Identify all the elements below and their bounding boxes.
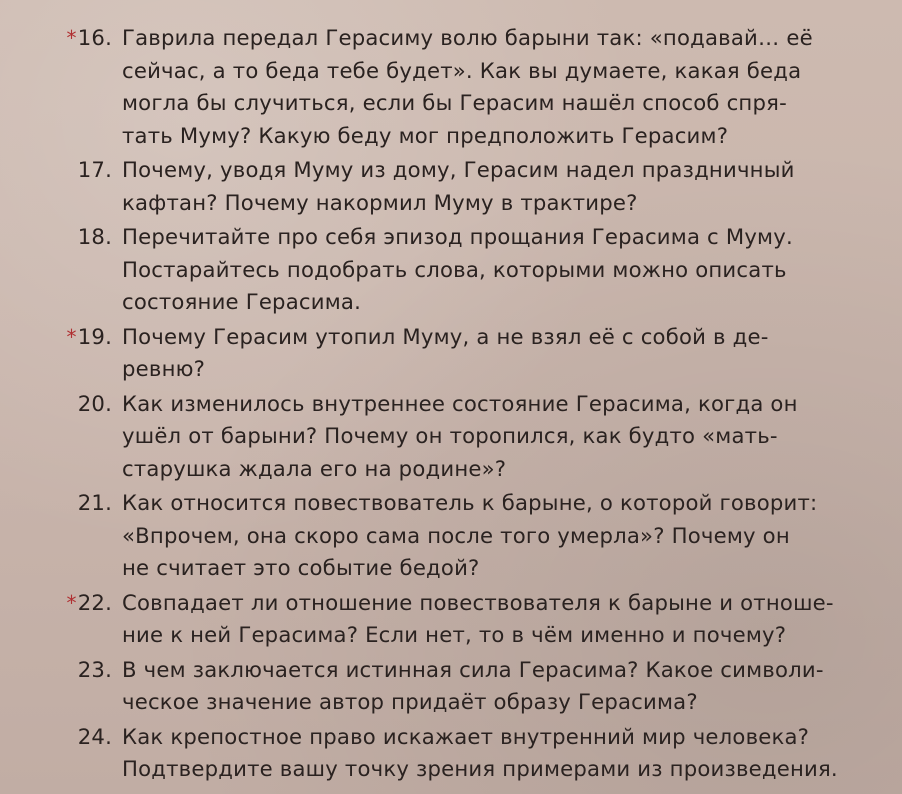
question-text-line: не считает это событие бедой? bbox=[122, 555, 480, 580]
question-number: 24. bbox=[77, 723, 112, 749]
question-text-line: В чем заключается истинная сила Герасима? Какое символи- bbox=[122, 656, 824, 682]
star-icon: * bbox=[66, 324, 77, 349]
star-icon: * bbox=[66, 590, 77, 615]
question-20 bbox=[0, 388, 902, 486]
question-list bbox=[0, 22, 902, 786]
question-number: 19. bbox=[77, 323, 112, 349]
question-number: 21. bbox=[77, 490, 112, 515]
question-marker bbox=[0, 587, 122, 620]
question-text-line: Как крепостное право искажает внутренний мир человека? bbox=[122, 723, 810, 749]
question-marker bbox=[0, 22, 122, 55]
question-text-line: состояние Герасима. bbox=[122, 289, 362, 314]
question-text-line: ческое значение автор придаёт образу Герасима? bbox=[122, 689, 698, 714]
question-number: 18. bbox=[77, 224, 112, 249]
question-number: 17. bbox=[77, 157, 112, 182]
question-marker bbox=[0, 154, 122, 187]
question-text-line: могла бы случиться, если бы Герасим нашёл способ спря- bbox=[122, 90, 787, 115]
question-text-line: Перечитайте про себя эпизод прощания Герасима с Муму. bbox=[122, 224, 793, 249]
question-number: 16. bbox=[77, 25, 112, 50]
question-text-line: Почему Герасим утопил Муму, а не взял её с собой в де- bbox=[122, 323, 769, 349]
question-marker bbox=[0, 654, 122, 687]
question-marker bbox=[0, 721, 122, 754]
question-marker bbox=[0, 487, 122, 520]
question-23 bbox=[0, 654, 902, 719]
question-text-line: ревню? bbox=[122, 356, 206, 381]
question-text-line: ние к ней Герасима? Если нет, то в чём именно и почему? bbox=[122, 622, 787, 647]
question-text-line: Гаврила передал Герасиму волю барыни так: «подавай… её bbox=[122, 25, 813, 50]
question-text-line: сейчас, а то беда тебе будет». Как вы думаете, какая беда bbox=[122, 57, 802, 83]
question-number: 23. bbox=[77, 656, 112, 682]
question-text-line: ушёл от барыни? Почему он торопился, как будто «мать- bbox=[122, 423, 778, 448]
question-17 bbox=[0, 154, 902, 219]
question-marker bbox=[0, 321, 122, 354]
question-number: 20. bbox=[77, 390, 112, 416]
question-number: 22. bbox=[77, 589, 112, 615]
question-text-line: старушка ждала его на родине»? bbox=[122, 455, 507, 481]
question-21 bbox=[0, 487, 902, 585]
question-marker bbox=[0, 388, 122, 421]
question-text-line: кафтан? Почему накормил Муму в трактире? bbox=[122, 189, 638, 215]
question-text-line: Как относится повествователь к барыне, о которой говорит: bbox=[122, 490, 818, 515]
question-text-line: Совпадает ли отношение повествователя к барыне и отноше- bbox=[122, 589, 834, 615]
question-text-line: Подтвердите вашу точку зрения примерами из произведения. bbox=[122, 756, 838, 781]
question-24 bbox=[0, 721, 902, 786]
question-18 bbox=[0, 221, 902, 319]
question-text-line: тать Муму? Какую беду мог предположить Герасим? bbox=[122, 122, 729, 148]
question-19 bbox=[0, 321, 902, 386]
question-text-line: Как изменилось внутреннее состояние Герасима, когда он bbox=[122, 390, 798, 416]
question-16 bbox=[0, 22, 902, 152]
question-22 bbox=[0, 587, 902, 652]
question-text-line: Постарайтесь подобрать слова, которыми можно описать bbox=[122, 256, 787, 282]
question-marker bbox=[0, 221, 122, 254]
star-icon: * bbox=[66, 26, 77, 50]
question-text-line: «Впрочем, она скоро сама после того умерла»? Почему он bbox=[122, 522, 790, 548]
question-text-line: Почему, уводя Муму из дому, Герасим надел праздничный bbox=[122, 157, 795, 182]
